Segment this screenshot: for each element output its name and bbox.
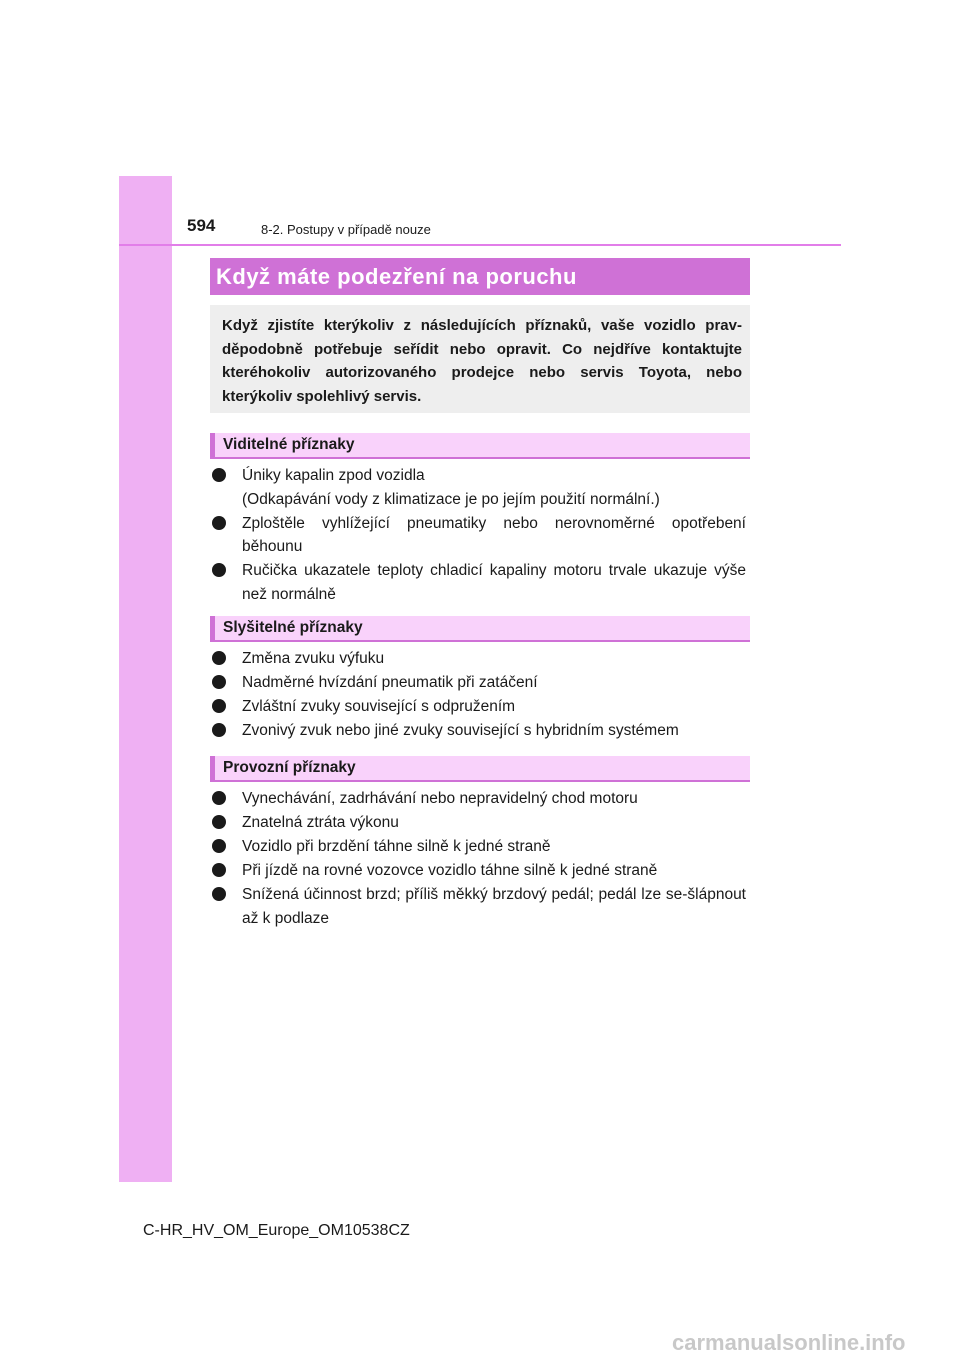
- intro-box: Když zjistíte kterýkoliv z následujících příznaků, vaše vozidlo prav-děpodobně potřebuje seřídit nebo opravit. Co nejdříve kontaktujte kteréhokoliv autorizovaného prodejce nebo servis Toyota, nebo kterýkoliv spolehlivý servis.: [210, 305, 750, 413]
- main-heading: Když máte podezření na poruchu: [210, 258, 750, 295]
- bullet-icon: [212, 516, 226, 530]
- bullet-icon: [212, 563, 226, 577]
- operational-symptoms-list: [212, 787, 746, 931]
- visible-symptoms-list: [212, 464, 746, 607]
- list-item: Zvláštní zvuky související s odpružením: [212, 695, 746, 719]
- audible-symptoms-list: [212, 647, 746, 743]
- list-item: Nadměrné hvízdání pneumatik při zatáčení: [212, 671, 746, 695]
- bullet-icon: [212, 863, 226, 877]
- list-item: Zploštěle vyhlížející pneumatiky nebo nerovnoměrné opotřebení běhounu: [212, 512, 746, 559]
- list-item: Zvonivý zvuk nebo jiné zvuky související s hybridním systémem: [212, 719, 746, 743]
- note-text: (Odkapávání vody z klimatizace je po jejím použití normální.): [242, 490, 660, 508]
- watermark: carmanualsonline.info: [672, 1330, 906, 1355]
- bullet-icon: [212, 468, 226, 482]
- list-item: Vynechávání, zadrhávání nebo nepravidelný chod motoru: [212, 787, 746, 811]
- list-item: Změna zvuku výfuku: [212, 647, 746, 671]
- list-item: Snížená účinnost brzd; příliš měkký brzdový pedál; pedál lze se-šlápnout až k podlaze: [212, 883, 746, 930]
- page-number: 594: [187, 216, 216, 235]
- bullet-icon: [212, 887, 226, 901]
- sub-heading-operational-symptoms: Provozní příznaky: [210, 756, 750, 782]
- list-item: Úniky kapalin zpod vozidla (Odkapávání vody z klimatizace je po jejím použití normální.): [212, 464, 746, 511]
- bullet-icon: [212, 699, 226, 713]
- bullet-icon: [212, 839, 226, 853]
- list-item: Při jízdě na rovné vozovce vozidlo táhne silně k jedné straně: [212, 859, 746, 883]
- list-item: Znatelná ztráta výkonu: [212, 811, 746, 835]
- list-item: Vozidlo při brzdění táhne silně k jedné straně: [212, 835, 746, 859]
- bullet-icon: [212, 723, 226, 737]
- bullet-icon: [212, 791, 226, 805]
- bullet-icon: [212, 651, 226, 665]
- header-rule: [119, 244, 841, 246]
- list-item: Ručička ukazatele teploty chladicí kapaliny motoru trvale ukazuje výše než normálně: [212, 559, 746, 606]
- section-title: 8-2. Postupy v případě nouze: [261, 222, 431, 237]
- bullet-icon: [212, 815, 226, 829]
- document-code: C-HR_HV_OM_Europe_OM10538CZ: [143, 1222, 410, 1239]
- chapter-tab-bar: [119, 176, 172, 1182]
- sub-heading-visible-symptoms: Viditelné příznaky: [210, 433, 750, 459]
- bullet-icon: [212, 675, 226, 689]
- sub-heading-audible-symptoms: Slyšitelné příznaky: [210, 616, 750, 642]
